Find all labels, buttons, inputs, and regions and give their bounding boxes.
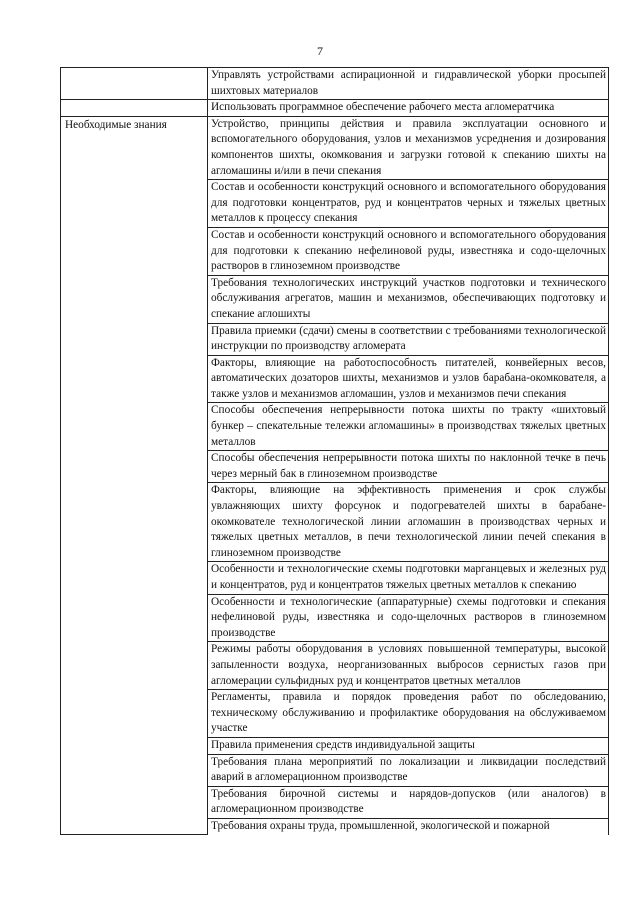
empty-label-cell: [61, 100, 208, 117]
empty-label-cell: [61, 68, 208, 100]
knowledge-item: Регламенты, правила и порядок проведения работ по обследованию, техническому обслуживанию и профилактике оборудования на обслуживаемом участке: [208, 690, 609, 738]
knowledge-item: Способы обеспечения непрерывности потока шихты по наклонной течке в печь через мерный бак в глиноземном производстве: [208, 451, 609, 483]
section-label-knowledge: Необходимые знания: [61, 116, 208, 834]
knowledge-item: Требования плана мероприятий по локализации и ликвидации последствий аварий в агломерационном производстве: [208, 754, 609, 786]
knowledge-item: Особенности и технологические схемы подготовки марганцевых и железных руд и концентратов, руд и концентратов тяжелых цветных металлов к спеканию: [208, 562, 609, 594]
table-row: [61, 116, 609, 179]
knowledge-item: Требования технологических инструкций участков подготовки и технического обслуживания агрегатов, машин и механизмов, обеспечивающих подготовку и спекание аглошихты: [208, 275, 609, 323]
table-row: [61, 68, 609, 100]
page-number: 7: [317, 44, 323, 58]
knowledge-item: Состав и особенности конструкций основного и вспомогательного оборудования для подготовки к спеканию нефелиновой руды, известняка и содо-щелочных растворов в глиноземном производстве: [208, 227, 609, 275]
knowledge-item: Требования бирочной системы и нарядов-допусков (или аналогов) в агломерационном производстве: [208, 786, 609, 818]
knowledge-item: Правила приемки (сдачи) смены в соответствии с требованиями технологической инструкции по производству агломерата: [208, 323, 609, 355]
knowledge-item: Факторы, влияющие на эффективность применения и срок службы увлажняющих шихту форсунок и подогревателей шихты в барабане-окомкователе технологической линии агломашин в производствах черных и тяжелых цветных металлов, в печи технологической линии печей спекания в глиноземном производстве: [208, 483, 609, 562]
knowledge-item: Режимы работы оборудования в условиях повышенной температуры, высокой запыленности воздуха, неорганизованных выбросов сернистых газов при агломерации сульфидных руд и концентратов цветных металлов: [208, 642, 609, 690]
knowledge-item: Правила применения средств индивидуальной защиты: [208, 737, 609, 754]
knowledge-item: Способы обеспечения непрерывности потока шихты по тракту «шихтовый бункер – спекательные тележки агломашины» в производствах тяжелых цветных металлов: [208, 403, 609, 451]
knowledge-item: Требования охраны труда, промышленной, экологической и пожарной: [208, 818, 609, 834]
knowledge-item: Особенности и технологические (аппаратурные) схемы подготовки и спекания нефелиновой руды, известняка и содо-щелочных растворов в глиноземном производстве: [208, 594, 609, 642]
knowledge-item: Состав и особенности конструкций основного и вспомогательного оборудования для подготовки концентратов, руд и концентратов черных и тяжелых цветных металлов к процессу спекания: [208, 180, 609, 228]
table-row: [61, 100, 609, 117]
knowledge-item: Факторы, влияющие на работоспособность питателей, конвейерных весов, автоматических дозаторов шихты, механизмов и узлов барабана-окомкователя, а также узлов и механизмов агломашин, узлов и механизмов печи спекания: [208, 355, 609, 403]
skill-item: Использовать программное обеспечение рабочего места агломератчика: [208, 100, 609, 117]
skill-item: Управлять устройствами аспирационной и гидравлической уборки просыпей шихтовых материалов: [208, 68, 609, 100]
knowledge-item: Устройство, принципы действия и правила эксплуатации основного и вспомогательного оборудования, узлов и механизмов усреднения и дозирования компонентов шихты, окомкования и загрузки готовой к спеканию шихты на агломашины и/или в печи спекания: [208, 116, 609, 179]
knowledge-table: [60, 67, 609, 835]
